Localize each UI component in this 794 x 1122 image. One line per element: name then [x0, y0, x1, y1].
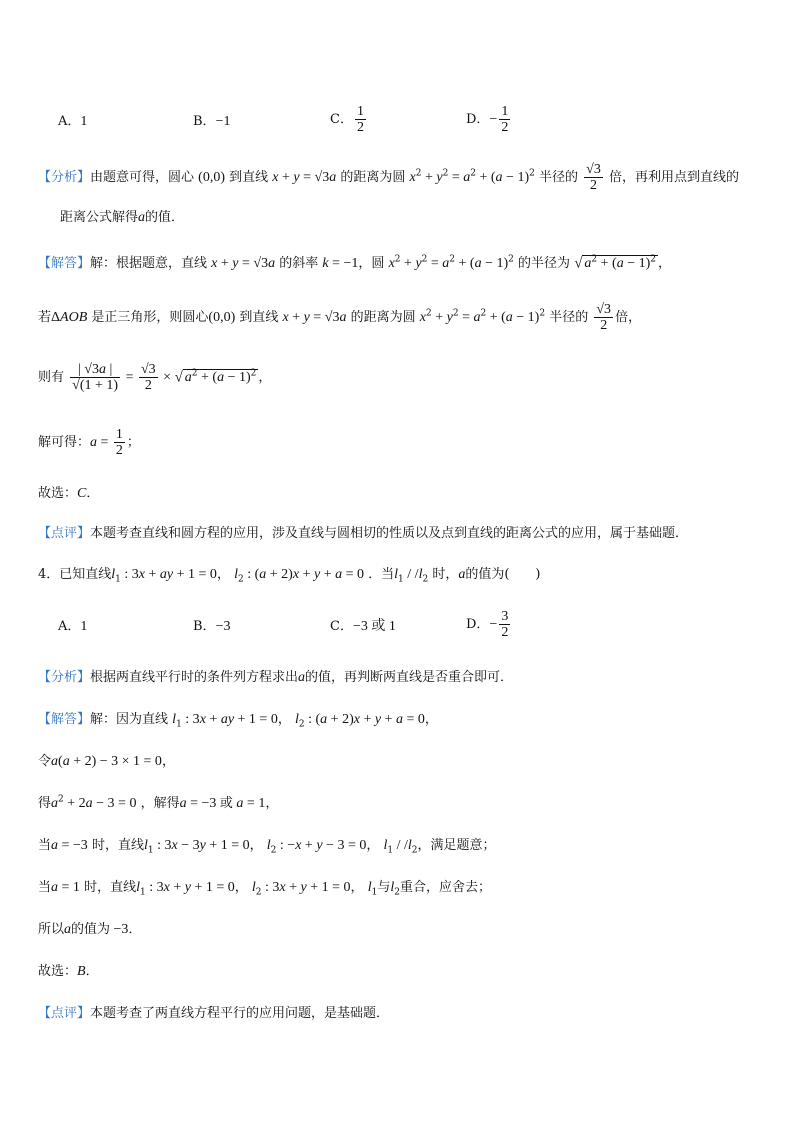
analysis-tag: 【分析】 — [38, 170, 91, 185]
q3-solution-line2: 若ΔAOB 是正三角形，则圆心(0,0) 到直线 x + y = √3a 的距离为圆 $x^2 + y^2 = a^2 + (a - 1)^2$ 半径的 $\frac{√3}{2}$ 倍， — [38, 302, 642, 333]
q4-comment-line: 【点评】本题考查了两直线方程平行的应用问题，是基础题． — [38, 1006, 390, 1021]
q3-solution-line3: 则有 $\frac{| √3a |}{√(1 + 1)}$ = $\frac{√3}{2}$ × √ $a^2 + (a - 1)^2$ ， — [38, 362, 272, 393]
solution-tag: 【解答】 — [38, 256, 91, 271]
q4-option-a: A．1 — [58, 619, 88, 634]
comment-tag: 【点评】 — [38, 526, 91, 541]
q4-solution-line1: 【解答】解：因为直线 $l_1$ : 3x + ay + 1 = 0， $l_2$ : (a + 2)x + y + a = 0， — [38, 712, 438, 730]
q3-comment-line: 【点评】本题考查直线和圆方程的应用，涉及直线与圆相切的性质以及点到直线的距离公式的应用，属于基础题． — [38, 526, 689, 541]
q3-solution-line1: 【解答】解：根据题意，直线 x + y = √3a 的斜率 k = −1，圆 $x^2 + y^2 = a^2 + (a - 1)^2$ 的半径为 √ $a^2 + (a - 1)^2$ ， — [38, 254, 672, 271]
q4-stem: 4．已知直线$l_1$ : 3x + ay + 1 = 0， $l_2$ : (a + 2)x + y + a = 0 ．当$l_1 / /l_2$ 时，a的值为( ) — [38, 567, 541, 585]
q4-option-d: D．− $\frac{3}{2}$ — [466, 609, 509, 640]
q4-solution-line5: 当a = 1 时，直线$l_1$ : 3x + y + 1 = 0， $l_2$ : 3x + y + 1 = 0， $l_1$与$l_2$重合，应舍去； — [38, 880, 491, 898]
q3-answer-line: 故选：C． — [38, 486, 100, 501]
q4-solution-line3: 得$a^2 + 2a - 3 = 0$ ，解得a = −3 或 a = 1， — [38, 794, 279, 811]
analysis-tag: 【分析】 — [38, 670, 91, 685]
q3-analysis-line1: 【分析】由题意可得，圆心 (0,0) 到直线 x + y = √3a 的距离为圆 $x^2 + y^2 = a^2 + (a - 1)^2$ 半径的 $\frac{√3}{2}$ 倍，再利用点到直线的 — [38, 162, 739, 193]
q3-option-c: C． $\frac{1}{2}$ — [330, 104, 364, 135]
q3-option-b: B．−1 — [193, 114, 231, 129]
q4-option-b: B．−3 — [193, 619, 231, 634]
q3-solution-line4: 解可得：a = $\frac{1}{2}$ ； — [38, 427, 140, 458]
q4-option-c: C．−3 或 1 — [330, 619, 396, 634]
q4-analysis-line: 【分析】根据两直线平行时的条件列方程求出a的值，再判断两直线是否重合即可． — [38, 670, 514, 685]
q3-option-d: D．− $\frac{1}{2}$ — [466, 104, 509, 135]
q4-solution-line6: 所以a的值为 −3． — [38, 922, 142, 937]
q4-solution-line4: 当a = −3 时，直线$l_1$ : 3x − 3y + 1 = 0， $l_2$ : −x + y − 3 = 0， $l_1 / /l_2$，满足题意； — [38, 838, 496, 856]
q3-analysis-line2: 距离公式解得a的值． — [60, 210, 185, 225]
q3-option-a: A．1 — [58, 114, 88, 129]
solution-tag: 【解答】 — [38, 712, 91, 727]
q4-solution-line2: 令a(a + 2) − 3 × 1 = 0， — [38, 754, 175, 769]
comment-tag: 【点评】 — [38, 1006, 91, 1021]
q4-answer-line: 故选：B． — [38, 964, 99, 979]
